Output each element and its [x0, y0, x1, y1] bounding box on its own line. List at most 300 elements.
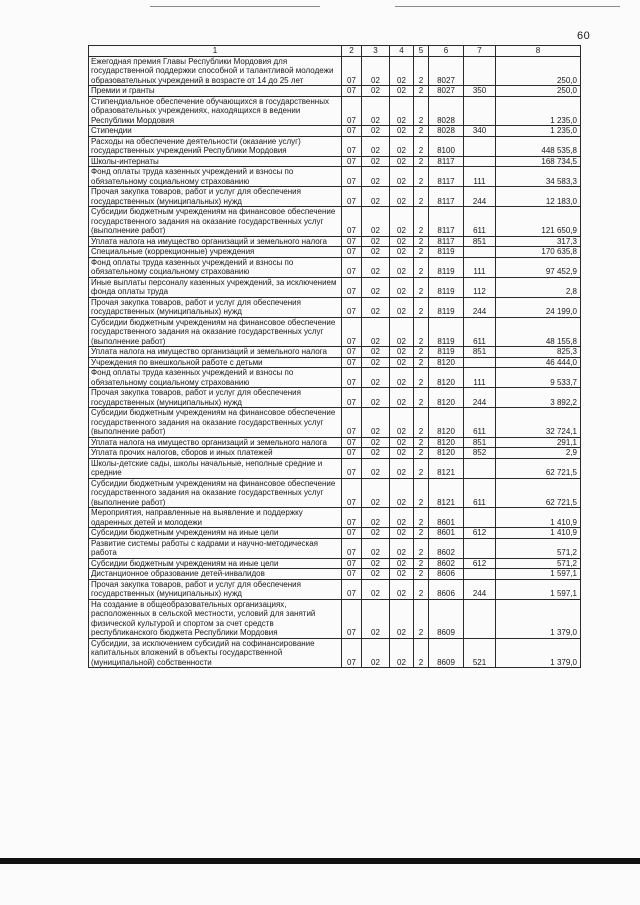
code-col-3: 02 [362, 448, 390, 459]
row-description: Субсидии бюджетным учреждениям на финансовое обеспечение государственного задания на оказание государственных услуг (выполнение работ) [89, 478, 342, 508]
code-col-7 [464, 247, 496, 258]
code-col-6: 8606 [429, 579, 464, 599]
table-row [89, 347, 581, 358]
amount-cell: 1 597,1 [496, 579, 581, 599]
amount-cell: 1 379,0 [496, 638, 581, 668]
code-col-7: 111 [464, 257, 496, 277]
code-col-7 [464, 136, 496, 156]
row-description: Субсидии бюджетным учреждениям на финансовое обеспечение государственного задания на оказание государственных услуг (выполнение работ) [89, 408, 342, 438]
code-col-4: 02 [390, 56, 414, 86]
code-col-6: 8117 [429, 156, 464, 167]
code-col-5: 2 [414, 638, 429, 668]
code-col-4: 02 [390, 207, 414, 237]
code-col-3: 02 [362, 558, 390, 569]
code-col-2: 07 [342, 448, 362, 459]
code-col-6: 8602 [429, 538, 464, 558]
code-col-3: 02 [362, 368, 390, 388]
header-cell: 1 [89, 46, 342, 57]
code-col-6: 8119 [429, 277, 464, 297]
code-col-5: 2 [414, 458, 429, 478]
table-row [89, 437, 581, 448]
code-col-2: 07 [342, 167, 362, 187]
code-col-7: 111 [464, 167, 496, 187]
code-col-4: 02 [390, 86, 414, 97]
code-col-2: 07 [342, 538, 362, 558]
code-col-6: 8120 [429, 388, 464, 408]
code-col-3: 02 [362, 437, 390, 448]
code-col-2: 07 [342, 56, 362, 86]
amount-cell: 121 650,9 [496, 207, 581, 237]
amount-cell: 62 721,5 [496, 458, 581, 478]
code-col-7: 111 [464, 368, 496, 388]
table-row [89, 638, 581, 668]
amount-cell: 1 410,9 [496, 528, 581, 539]
code-col-6: 8120 [429, 448, 464, 459]
table-row [89, 538, 581, 558]
code-col-4: 02 [390, 156, 414, 167]
code-col-4: 02 [390, 96, 414, 126]
code-col-4: 02 [390, 508, 414, 528]
amount-cell: 1 235,0 [496, 96, 581, 126]
table-row [89, 357, 581, 368]
row-description: Учреждения по внешкольной работе с детьми [89, 357, 342, 368]
code-col-2: 07 [342, 207, 362, 237]
code-col-6: 8601 [429, 508, 464, 528]
row-description: Уплата налога на имущество организаций и земельного налога [89, 236, 342, 247]
code-col-4: 02 [390, 458, 414, 478]
row-description: Фонд оплаты труда казенных учреждений и взносы по обязательному социальному страхованию [89, 257, 342, 277]
code-col-2: 07 [342, 569, 362, 580]
code-col-2: 07 [342, 638, 362, 668]
table-row [89, 388, 581, 408]
row-description: Школы-интернаты [89, 156, 342, 167]
row-description: Субсидии бюджетным учреждениям на иные цели [89, 528, 342, 539]
code-col-2: 07 [342, 458, 362, 478]
amount-cell: 12 183,0 [496, 187, 581, 207]
row-description: На создание в общеобразовательных организациях, расположенных в сельской местности, условий для занятий физической культурой и спортом за счет средств республиканского бюджета Республики Мордовия [89, 599, 342, 638]
row-description: Мероприятия, направленные на выявление и поддержку одаренных детей и молодежи [89, 508, 342, 528]
code-col-2: 07 [342, 357, 362, 368]
code-col-3: 02 [362, 277, 390, 297]
code-col-4: 02 [390, 167, 414, 187]
code-col-2: 07 [342, 96, 362, 126]
code-col-2: 07 [342, 277, 362, 297]
code-col-3: 02 [362, 56, 390, 86]
code-col-6: 8121 [429, 458, 464, 478]
table-row [89, 528, 581, 539]
code-col-6: 8119 [429, 317, 464, 347]
code-col-5: 2 [414, 437, 429, 448]
header-cell: 8 [496, 46, 581, 57]
code-col-4: 02 [390, 569, 414, 580]
code-col-5: 2 [414, 236, 429, 247]
code-col-5: 2 [414, 558, 429, 569]
table-row [89, 508, 581, 528]
scan-bottom-band [0, 858, 640, 864]
code-col-2: 07 [342, 528, 362, 539]
code-col-3: 02 [362, 187, 390, 207]
row-description: Специальные (коррекционные) учреждения [89, 247, 342, 258]
code-col-7 [464, 357, 496, 368]
row-description: Стипендиальное обеспечение обучающихся в государственных образовательных учреждениях, находящихся в ведении Республики Мордовия [89, 96, 342, 126]
row-description: Прочая закупка товаров, работ и услуг для обеспечения государственных (муниципальных) нужд [89, 388, 342, 408]
code-col-7: 350 [464, 86, 496, 97]
code-col-2: 07 [342, 317, 362, 347]
code-col-4: 02 [390, 357, 414, 368]
code-col-6: 8028 [429, 126, 464, 137]
code-col-7: 611 [464, 478, 496, 508]
row-description: Расходы на обеспечение деятельности (оказание услуг) государственных учреждений Республики Мордовия [89, 136, 342, 156]
code-col-6: 8119 [429, 297, 464, 317]
code-col-6: 8120 [429, 408, 464, 438]
header-row [89, 46, 581, 57]
code-col-4: 02 [390, 599, 414, 638]
code-col-7 [464, 569, 496, 580]
code-col-3: 02 [362, 569, 390, 580]
code-col-2: 07 [342, 257, 362, 277]
code-col-3: 02 [362, 257, 390, 277]
code-col-5: 2 [414, 368, 429, 388]
amount-cell: 317,3 [496, 236, 581, 247]
code-col-5: 2 [414, 357, 429, 368]
amount-cell: 3 892,2 [496, 388, 581, 408]
code-col-4: 02 [390, 247, 414, 258]
amount-cell: 1 597,1 [496, 569, 581, 580]
code-col-7 [464, 599, 496, 638]
code-col-5: 2 [414, 96, 429, 126]
amount-cell: 2,8 [496, 277, 581, 297]
code-col-6: 8117 [429, 236, 464, 247]
code-col-4: 02 [390, 126, 414, 137]
row-description: Субсидии бюджетным учреждениям на иные цели [89, 558, 342, 569]
amount-cell: 291,1 [496, 437, 581, 448]
code-col-4: 02 [390, 347, 414, 358]
code-col-5: 2 [414, 508, 429, 528]
code-col-2: 07 [342, 247, 362, 258]
code-col-3: 02 [362, 167, 390, 187]
row-description: Прочая закупка товаров, работ и услуг для обеспечения государственных (муниципальных) нужд [89, 297, 342, 317]
amount-cell: 46 444,0 [496, 357, 581, 368]
code-col-6: 8119 [429, 257, 464, 277]
scan-top-rule-left [150, 6, 320, 7]
row-description: Премии и гранты [89, 86, 342, 97]
row-description: Развитие системы работы с кадрами и научно-методическая работа [89, 538, 342, 558]
table-row [89, 579, 581, 599]
code-col-7 [464, 56, 496, 86]
budget-table [88, 45, 581, 668]
code-col-4: 02 [390, 368, 414, 388]
code-col-7: 521 [464, 638, 496, 668]
code-col-3: 02 [362, 126, 390, 137]
amount-cell: 34 583,3 [496, 167, 581, 187]
code-col-4: 02 [390, 388, 414, 408]
amount-cell: 32 724,1 [496, 408, 581, 438]
amount-cell: 9 533,7 [496, 368, 581, 388]
code-col-5: 2 [414, 247, 429, 258]
code-col-6: 8609 [429, 599, 464, 638]
code-col-4: 02 [390, 236, 414, 247]
code-col-2: 07 [342, 136, 362, 156]
code-col-2: 07 [342, 187, 362, 207]
code-col-3: 02 [362, 136, 390, 156]
scan-top-rule-right [395, 6, 620, 7]
table-row [89, 408, 581, 438]
header-cell: 2 [342, 46, 362, 57]
table-row [89, 86, 581, 97]
code-col-3: 02 [362, 538, 390, 558]
row-description: Уплата прочих налогов, сборов и иных платежей [89, 448, 342, 459]
code-col-2: 07 [342, 388, 362, 408]
code-col-4: 02 [390, 579, 414, 599]
code-col-2: 07 [342, 579, 362, 599]
code-col-2: 07 [342, 156, 362, 167]
code-col-5: 2 [414, 569, 429, 580]
amount-cell: 62 721,5 [496, 478, 581, 508]
table-row [89, 236, 581, 247]
code-col-2: 07 [342, 478, 362, 508]
code-col-6: 8100 [429, 136, 464, 156]
table-row [89, 187, 581, 207]
code-col-3: 02 [362, 357, 390, 368]
code-col-7 [464, 538, 496, 558]
code-col-5: 2 [414, 478, 429, 508]
header-cell: 5 [414, 46, 429, 57]
table-row [89, 277, 581, 297]
code-col-4: 02 [390, 538, 414, 558]
code-col-5: 2 [414, 579, 429, 599]
table-row [89, 478, 581, 508]
table-row [89, 156, 581, 167]
row-description: Фонд оплаты труда казенных учреждений и взносы по обязательному социальному страхованию [89, 368, 342, 388]
code-col-7: 611 [464, 317, 496, 347]
table-body [89, 56, 581, 668]
code-col-6: 8027 [429, 56, 464, 86]
amount-cell: 48 155,8 [496, 317, 581, 347]
code-col-4: 02 [390, 528, 414, 539]
code-col-5: 2 [414, 156, 429, 167]
code-col-7: 851 [464, 437, 496, 448]
header-cell: 7 [464, 46, 496, 57]
header-cell: 6 [429, 46, 464, 57]
row-description: Ежегодная премия Главы Республики Мордовия для государственной поддержки способной и талантливой молодежи образовательных учреждений в возрасте от 14 до 25 лет [89, 56, 342, 86]
code-col-4: 02 [390, 277, 414, 297]
code-col-5: 2 [414, 187, 429, 207]
row-description: Стипендии [89, 126, 342, 137]
row-description: Прочая закупка товаров, работ и услуг для обеспечения государственных (муниципальных) нужд [89, 579, 342, 599]
table-row [89, 257, 581, 277]
code-col-3: 02 [362, 599, 390, 638]
code-col-7: 244 [464, 297, 496, 317]
code-col-2: 07 [342, 368, 362, 388]
code-col-5: 2 [414, 347, 429, 358]
amount-cell: 825,3 [496, 347, 581, 358]
table-row [89, 297, 581, 317]
code-col-3: 02 [362, 96, 390, 126]
code-col-6: 8028 [429, 96, 464, 126]
table-row [89, 167, 581, 187]
code-col-3: 02 [362, 579, 390, 599]
row-description: Школы-детские сады, школы начальные, неполные средние и средние [89, 458, 342, 478]
code-col-3: 02 [362, 478, 390, 508]
code-col-2: 07 [342, 236, 362, 247]
code-col-4: 02 [390, 437, 414, 448]
code-col-2: 07 [342, 408, 362, 438]
code-col-5: 2 [414, 126, 429, 137]
code-col-3: 02 [362, 458, 390, 478]
code-col-6: 8117 [429, 207, 464, 237]
code-col-7: 852 [464, 448, 496, 459]
code-col-4: 02 [390, 257, 414, 277]
code-col-3: 02 [362, 156, 390, 167]
table-row [89, 458, 581, 478]
table-row [89, 448, 581, 459]
code-col-2: 07 [342, 297, 362, 317]
code-col-6: 8119 [429, 347, 464, 358]
code-col-3: 02 [362, 508, 390, 528]
code-col-3: 02 [362, 317, 390, 347]
code-col-3: 02 [362, 86, 390, 97]
code-col-7: 244 [464, 187, 496, 207]
code-col-2: 07 [342, 126, 362, 137]
code-col-7: 851 [464, 236, 496, 247]
code-col-5: 2 [414, 448, 429, 459]
code-col-6: 8117 [429, 167, 464, 187]
code-col-2: 07 [342, 558, 362, 569]
code-col-5: 2 [414, 408, 429, 438]
code-col-5: 2 [414, 136, 429, 156]
table-row [89, 317, 581, 347]
amount-cell: 571,2 [496, 558, 581, 569]
header-cell: 3 [362, 46, 390, 57]
code-col-4: 02 [390, 136, 414, 156]
code-col-4: 02 [390, 478, 414, 508]
code-col-6: 8120 [429, 437, 464, 448]
amount-cell: 1 235,0 [496, 126, 581, 137]
table-row [89, 207, 581, 237]
code-col-7: 112 [464, 277, 496, 297]
header-cell: 4 [390, 46, 414, 57]
row-description: Субсидии бюджетным учреждениям на финансовое обеспечение государственного задания на оказание государственных услуг (выполнение работ) [89, 317, 342, 347]
code-col-2: 07 [342, 599, 362, 638]
code-col-6: 8602 [429, 558, 464, 569]
code-col-4: 02 [390, 558, 414, 569]
row-description: Прочая закупка товаров, работ и услуг для обеспечения государственных (муниципальных) нужд [89, 187, 342, 207]
code-col-2: 07 [342, 437, 362, 448]
amount-cell: 2,9 [496, 448, 581, 459]
amount-cell: 168 734,5 [496, 156, 581, 167]
table-row [89, 558, 581, 569]
code-col-5: 2 [414, 317, 429, 347]
row-description: Уплата налога на имущество организаций и земельного налога [89, 347, 342, 358]
amount-cell: 571,2 [496, 538, 581, 558]
table-row [89, 247, 581, 258]
table-row [89, 569, 581, 580]
code-col-3: 02 [362, 388, 390, 408]
row-description: Субсидии, за исключением субсидий на софинансирование капитальных вложений в объекты государственной (муниципальной) собственности [89, 638, 342, 668]
code-col-6: 8601 [429, 528, 464, 539]
code-col-3: 02 [362, 247, 390, 258]
amount-cell: 250,0 [496, 86, 581, 97]
code-col-7: 244 [464, 388, 496, 408]
code-col-2: 07 [342, 86, 362, 97]
code-col-4: 02 [390, 638, 414, 668]
code-col-5: 2 [414, 297, 429, 317]
code-col-2: 07 [342, 347, 362, 358]
amount-cell: 97 452,9 [496, 257, 581, 277]
table-row [89, 96, 581, 126]
table-row [89, 368, 581, 388]
code-col-5: 2 [414, 277, 429, 297]
code-col-7 [464, 508, 496, 528]
code-col-5: 2 [414, 56, 429, 86]
row-description: Фонд оплаты труда казенных учреждений и взносы по обязательному социальному страхованию [89, 167, 342, 187]
code-col-7: 612 [464, 528, 496, 539]
code-col-5: 2 [414, 388, 429, 408]
code-col-6: 8027 [429, 86, 464, 97]
code-col-6: 8119 [429, 247, 464, 258]
code-col-7: 611 [464, 408, 496, 438]
code-col-5: 2 [414, 167, 429, 187]
table-row [89, 599, 581, 638]
amount-cell: 250,0 [496, 56, 581, 86]
table-row [89, 56, 581, 86]
code-col-6: 8117 [429, 187, 464, 207]
code-col-3: 02 [362, 528, 390, 539]
code-col-5: 2 [414, 538, 429, 558]
code-col-5: 2 [414, 599, 429, 638]
row-description: Уплата налога на имущество организаций и земельного налога [89, 437, 342, 448]
table-row [89, 126, 581, 137]
code-col-7 [464, 156, 496, 167]
code-col-7: 340 [464, 126, 496, 137]
row-description: Дистанционное образование детей-инвалидов [89, 569, 342, 580]
row-description: Иные выплаты персоналу казенных учреждений, за исключением фонда оплаты труда [89, 277, 342, 297]
code-col-6: 8120 [429, 368, 464, 388]
code-col-3: 02 [362, 347, 390, 358]
code-col-7: 851 [464, 347, 496, 358]
amount-cell: 24 199,0 [496, 297, 581, 317]
row-description: Субсидии бюджетным учреждениям на финансовое обеспечение государственного задания на оказание государственных услуг (выполнение работ) [89, 207, 342, 237]
code-col-5: 2 [414, 86, 429, 97]
code-col-7 [464, 458, 496, 478]
code-col-5: 2 [414, 257, 429, 277]
code-col-4: 02 [390, 317, 414, 347]
code-col-4: 02 [390, 187, 414, 207]
code-col-4: 02 [390, 408, 414, 438]
code-col-7 [464, 96, 496, 126]
amount-cell: 448 535,8 [496, 136, 581, 156]
code-col-6: 8120 [429, 357, 464, 368]
code-col-7: 611 [464, 207, 496, 237]
code-col-7: 612 [464, 558, 496, 569]
amount-cell: 1 410,9 [496, 508, 581, 528]
code-col-5: 2 [414, 207, 429, 237]
code-col-3: 02 [362, 236, 390, 247]
code-col-4: 02 [390, 448, 414, 459]
page-number: 60 [577, 30, 591, 42]
code-col-3: 02 [362, 638, 390, 668]
code-col-7: 244 [464, 579, 496, 599]
code-col-6: 8606 [429, 569, 464, 580]
code-col-6: 8609 [429, 638, 464, 668]
code-col-3: 02 [362, 207, 390, 237]
table-row [89, 136, 581, 156]
code-col-4: 02 [390, 297, 414, 317]
amount-cell: 170 635,8 [496, 247, 581, 258]
code-col-3: 02 [362, 297, 390, 317]
amount-cell: 1 379,0 [496, 599, 581, 638]
code-col-3: 02 [362, 408, 390, 438]
